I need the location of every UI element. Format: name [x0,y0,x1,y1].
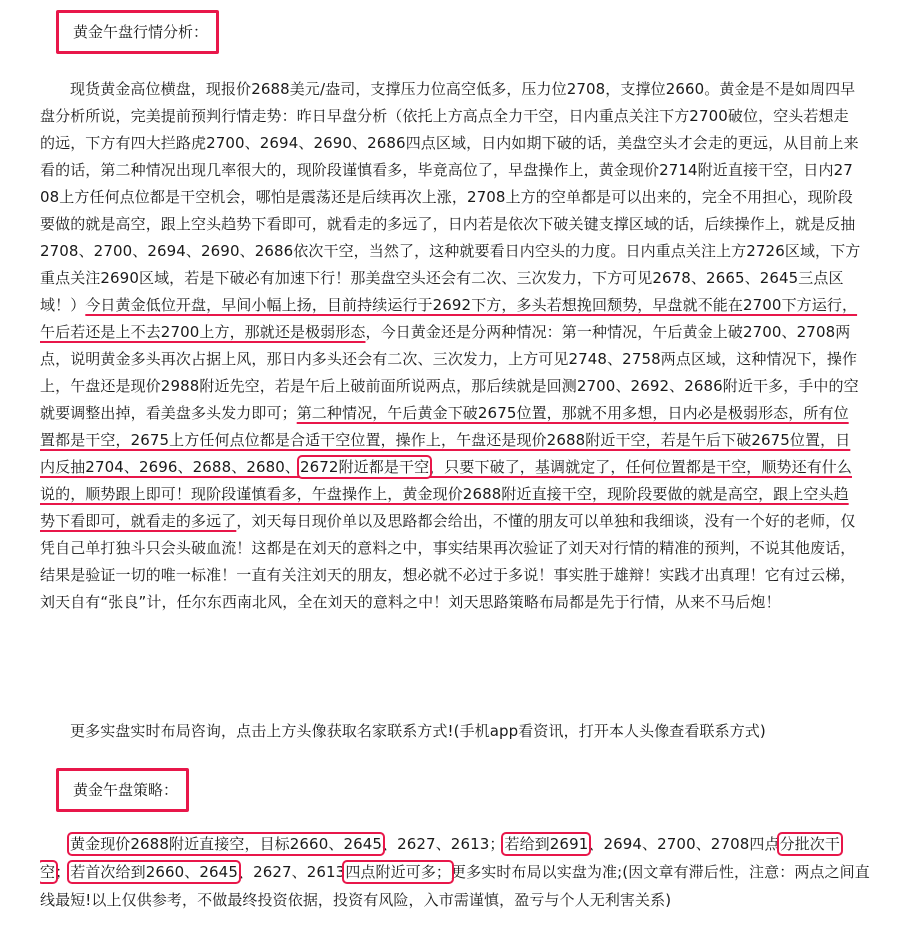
strategy-four-points-long: 四点附近可多； [345,863,452,881]
strategy-short-target: 黄金现价2688附近直接空，目标2660、2645 [70,835,383,853]
strategy-text: ； [55,863,71,881]
section-heading-analysis [56,10,219,54]
highlight-short-advice: ，只要下破了，基调就定了，任何位置都是干空，顺势还有什么说的，顺势跟上即可！现阶段谨慎看多，午盘操作上，黄金现价2688附近直接干空，现阶段要做的就是高空，跟上空头趋势下看即可，就看走的多远了 [40,458,852,530]
strategy-text: 、2694、2700、2708四点 [588,835,780,853]
disclaimer-text: 更多实时布局以实盘为准;(因文章有滞后性，注意：两点之间直线最短!以上仅供参考，不做最终投资依据，投资有风险，入市需谨慎，盈亏与个人无利害关系) [40,863,870,909]
strategy-if-2660: 若首次给到2660、2645 [70,863,238,881]
heading-text: 黄金午盘策略： [73,781,179,799]
closing-text: ，刘天每日现价单以及思路都会给出，不懂的朋友可以单独和我细谈，没有一个好的老师，仅凭自己单打独斗只会头破血流！这都是在刘天的意料之中，事实结果再次验证了刘天对行情的精准的预判，不说其他废话，结果是验证一切的唯一标准！一直有关注刘天的朋友，想必就不必过于多说！事实胜于雄辩！实践才出真理！它有过云梯，刘天自有“张良”计，任尔东西南北风，全在刘天的意料之中！刘天思路策略布局都是先于行情，从来不马后炮！ [40,512,856,611]
strategy-batch-short: 分批次干空 [40,835,840,881]
analysis-intro-text: 现货黄金高位横盘，现报价2688美元/盎司，支撑压力位高空低多，压力位2708，支撑位2660。黄金是不是如周四早盘分析所说，完美提前预判行情走势：昨日早盘分析（依托上方高点全力干空，日内重点关注下方2700破位，空头若想走的远，下方有四大拦路虎2700、2694、2690、2686四点区域，日内如期下破的话，美盘空头才会走的更远，从目前上来看的话，第二种情况出现几率很大的，现阶段谨慎看多，毕竟高位了，早盘操作上，黄金现价2714附近直接干空，日内2708上方任何点位都是干空机会，哪怕是震荡还是后续再次上涨，2708上方的空单都是可以出来的，完全不用担心，现阶段要做的就是高空，跟上空头趋势下看即可，就看走的多远了，日内若是依次下破关键支撑区域的话，后续操作上，就是反抽2708、2700、2694、2690、2686依次干空，当然了，这种就要看日内空头的力度。日内重点关注上方2726区域，下方重点关注2690区域，若是下破必有加速下行！那美盘空头还会有二次、三次发力，下方可见2678、2665、2645三点区域！） [40,80,861,314]
strategy-text: 、2627、2613； [382,835,505,853]
contact-line: 更多实盘实时布局咨询，点击上方头像获取名家联系方式!(手机app看资讯，打开本人头像查看联系方式) [70,722,766,740]
strategy-text: 、2627、2613 [237,863,346,881]
scenario-one-text: ，今日黄金还是分两种情况：第一种情况，午后黄金上破2700、2708两点，说明黄金多头再次占据上风，那日内多头还会有二次、三次发力，上方可见2748、2758两点区域，这种情况下，操作上，午盘还是现价2988附近先空，若是午后上破前面所说两点，那后续就是回测2700、2692、2686附近干多，手中的空就要调整出掉，看美盘多头发力即可； [40,323,859,422]
highlight-scenario-two: 第二种情况，午后黄金下破2675位置，那就不用多想，日内必是极弱形态，所有位置都是干空，2675上方任何点位都是合适干空位置，操作上，午盘还是现价2688附近干空，若是午后下破2675位置，日内反抽2704、2696、2688、2680、 [40,404,851,476]
highlight-opening: 今日黄金低位开盘，早间小幅上扬，目前持续运行于2692下方，多头若想挽回颓势，早盘就不能在2700下方运行，午后若还是上不去2700上方，那就还是极弱形态 [40,296,858,341]
section-heading-strategy [56,768,189,812]
analysis-paragraph [40,76,862,694]
heading-text: 黄金午盘行情分析： [73,23,209,41]
strategy-if-2691: 若给到2691 [504,835,589,853]
strategy-paragraph [40,830,870,936]
boxed-2672-text: 2672附近都是干空 [300,458,430,476]
